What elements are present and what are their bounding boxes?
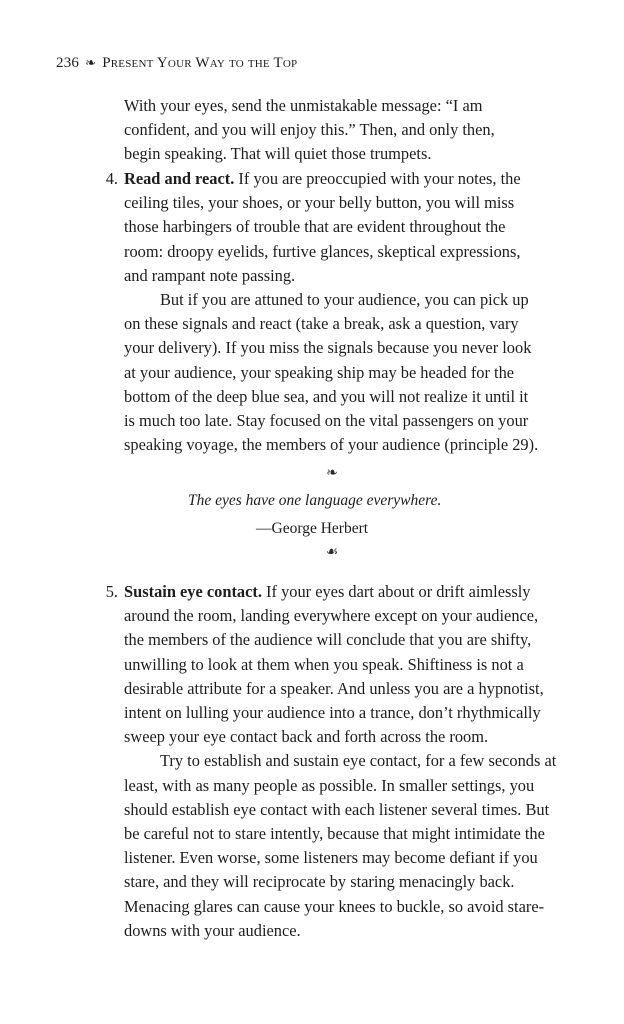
item-first-line-text: If your eyes dart about or drift aimlessly xyxy=(261,582,531,601)
text-line: least, with as many people as possible. In smaller settings, you xyxy=(124,775,535,795)
list-item-read-and-react xyxy=(124,167,572,457)
text-line: But if you are attuned to your audience, you can pick up xyxy=(160,290,529,310)
item-lead-heading: Read and react. xyxy=(124,169,235,188)
text-line: those harbingers of trouble that are evident throughout the xyxy=(124,217,506,237)
text-line: bottom of the deep blue sea, and you will not realize it until it xyxy=(124,386,529,406)
fleuron-ornament-icon: ❧ xyxy=(326,466,338,481)
list-item-sustain-eye-contact xyxy=(124,580,572,943)
text-line: sweep your eye contact back and forth across the room. xyxy=(124,727,489,747)
text-line: is much too late. Stay focused on the vital passengers on your xyxy=(124,411,529,431)
text-line: around the room, landing everywhere except on your audience, xyxy=(124,606,539,626)
text-line: and rampant note passing. xyxy=(124,265,296,285)
text-line: stare, and they will reciprocate by staring menacingly back. xyxy=(124,872,515,892)
text-line: Menacing glares can cause your knees to buckle, so avoid stare- xyxy=(124,896,545,916)
text-line: at your audience, your speaking ship may be headed for the xyxy=(124,362,515,382)
text-line: room: droopy eyelids, furtive glances, skeptical expressions, xyxy=(124,241,521,261)
text-line xyxy=(124,580,572,604)
text-line: on these signals and react (take a break, ask a question, vary xyxy=(124,314,519,334)
text-line: confident, and you will enjoy this.” Then, and only then, xyxy=(124,120,495,140)
item-lead-heading: Sustain eye contact. xyxy=(124,582,262,601)
fleuron-ornament-icon: ❧ xyxy=(85,55,97,70)
text-line: be careful not to stare intently, because that might intimidate the xyxy=(124,824,545,844)
text-line: unwilling to look at them when you speak. Shiftiness is not a xyxy=(124,654,524,674)
page-number: 236 xyxy=(56,55,80,71)
list-item-number: 4. xyxy=(105,169,118,188)
running-head xyxy=(56,55,297,72)
list-item-number: 5. xyxy=(105,582,118,601)
continuation-paragraph xyxy=(124,94,572,167)
text-line: desirable attribute for a speaker. And unless you are a hypnotist, xyxy=(124,678,544,698)
text-line: Try to establish and sustain eye contact, for a few seconds at xyxy=(160,751,557,771)
text-line: listener. Even worse, some listeners may become defiant if you xyxy=(124,848,538,868)
text-line: With your eyes, send the unmistakable message: “I am xyxy=(124,96,483,115)
text-line: begin speaking. That will quiet those trumpets. xyxy=(124,144,432,164)
text-line: speaking voyage, the members of your audience (principle 29). xyxy=(124,435,539,455)
text-line: your delivery). If you miss the signals because you never look xyxy=(124,338,532,358)
epigraph-quote: The eyes have one language everywhere. xyxy=(188,492,442,509)
epigraph-attribution: —George Herbert xyxy=(256,520,369,537)
book-title: Present Your Way to the Top xyxy=(102,55,298,71)
text-line: downs with your audience. xyxy=(124,920,301,940)
text-line: ceiling tiles, your shoes, or your belly button, you will miss xyxy=(124,193,515,213)
reversed-fleuron-ornament-icon: ☙ xyxy=(325,545,339,560)
text-line xyxy=(124,167,572,191)
item-first-line-text: If you are preoccupied with your notes, the xyxy=(234,169,521,188)
text-line: the members of the audience will conclude that you are shifty, xyxy=(124,630,532,650)
text-line: intent on lulling your audience into a trance, don’t rhythmically xyxy=(124,703,541,723)
text-line: should establish eye contact with each listener several times. But xyxy=(124,799,550,819)
